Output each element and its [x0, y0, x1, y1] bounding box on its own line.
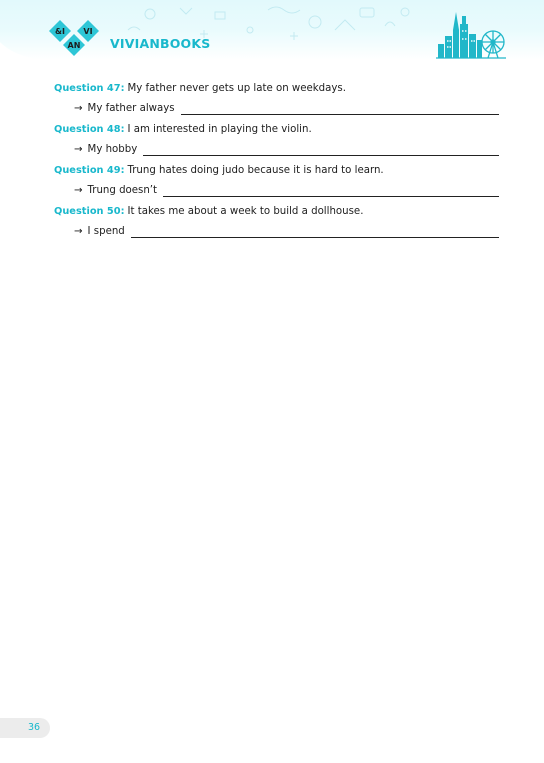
answer-line-49 — [54, 181, 499, 202]
answer-blank[interactable] — [131, 236, 499, 238]
arrow-icon: → — [74, 144, 83, 156]
logo-text-2: VI — [83, 27, 93, 36]
answer-blank[interactable] — [143, 154, 499, 156]
arrow-icon: → — [74, 185, 83, 197]
question-text: I am interested in playing the violin. — [127, 123, 312, 135]
logo-diamond-icon — [48, 18, 104, 60]
city-skyline-icon — [436, 10, 506, 60]
question-47 — [54, 78, 499, 99]
page-number: 36 — [28, 722, 41, 733]
question-list — [54, 78, 499, 242]
question-text: It takes me about a week to build a dollhouse. — [127, 205, 364, 217]
arrow-icon: → — [74, 103, 83, 115]
question-label: Question 47: — [54, 82, 125, 94]
answer-line-48 — [54, 140, 499, 161]
question-text: My father never gets up late on weekdays. — [127, 82, 346, 94]
question-48 — [54, 119, 499, 140]
question-text: Trung hates doing judo because it is hard to learn. — [127, 164, 384, 176]
answer-prompt: I spend — [87, 226, 125, 238]
answer-prompt: My hobby — [87, 144, 138, 156]
page-number-tab — [0, 718, 50, 738]
question-label: Question 49: — [54, 164, 125, 176]
brand-name: VIVIANBOOKS — [110, 36, 211, 51]
answer-prompt: Trung doesn’t — [87, 185, 158, 197]
page-header — [0, 0, 544, 62]
logo-text-1: &I — [55, 27, 65, 36]
question-label: Question 50: — [54, 205, 125, 217]
answer-prompt: My father always — [87, 103, 175, 115]
arrow-icon: → — [74, 226, 83, 238]
question-49 — [54, 160, 499, 181]
question-50 — [54, 201, 499, 222]
ferris-wheel-icon — [482, 31, 504, 58]
logo-text-3: AN — [67, 41, 81, 50]
answer-blank[interactable] — [163, 195, 499, 197]
question-label: Question 48: — [54, 123, 125, 135]
answer-line-47 — [54, 99, 499, 120]
answer-blank[interactable] — [181, 113, 499, 115]
answer-line-50 — [54, 222, 499, 243]
